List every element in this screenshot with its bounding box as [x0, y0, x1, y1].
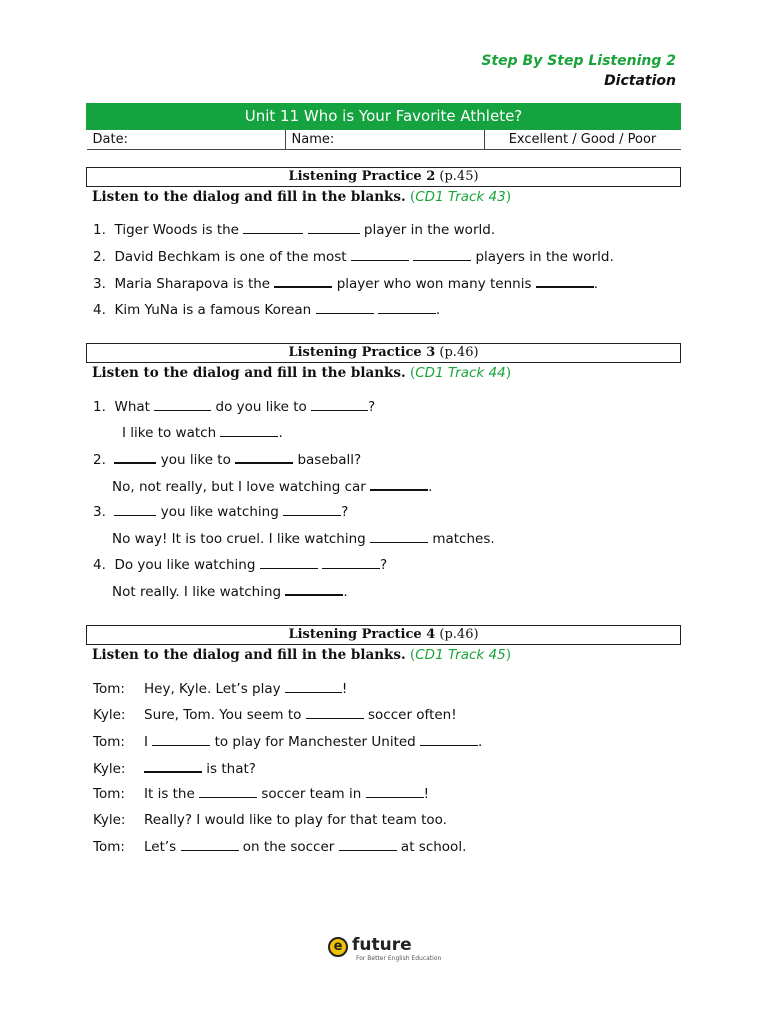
section-label: Listening Practice 3: [288, 345, 436, 360]
blank-field[interactable]: [114, 448, 156, 464]
blank-field[interactable]: [283, 501, 341, 516]
section-heading: [86, 167, 681, 187]
section-heading: [86, 625, 681, 645]
blank-field[interactable]: [114, 501, 156, 516]
dialog-line: Tom: It is the soccer team in !: [93, 783, 429, 803]
list-item: 4. Do you like watching ?: [93, 554, 387, 574]
list-item: No, not really, but I love watching car .: [112, 475, 432, 495]
dialog-line: Tom: Hey, Kyle. Let’s play !: [93, 678, 347, 698]
dialog-line: Kyle: Really? I would like to play for that team too.: [93, 812, 447, 828]
unit-title: Unit 11 Who is Your Favorite Athlete?: [87, 104, 681, 130]
speaker-label: Kyle:: [93, 707, 126, 723]
blank-field[interactable]: [311, 396, 368, 411]
dialog-line: Tom: I to play for Manchester United .: [93, 731, 482, 751]
section-page: (p.45): [439, 169, 479, 184]
section-instruction: Listen to the dialog and fill in the blanks. (CD1 Track 44): [92, 365, 511, 381]
blank-field[interactable]: [322, 554, 380, 569]
blank-field[interactable]: [370, 528, 428, 543]
blank-field[interactable]: [235, 448, 293, 464]
blank-field[interactable]: [306, 704, 364, 719]
section-practice-2: [86, 167, 681, 206]
blank-field[interactable]: [366, 783, 424, 798]
blank-field[interactable]: [154, 396, 211, 411]
blank-field[interactable]: [220, 422, 278, 437]
name-field[interactable]: Name:: [285, 130, 484, 150]
track-label: CD1 Track 45: [415, 647, 506, 663]
section-instruction: Listen to the dialog and fill in the blanks. (CD1 Track 43): [92, 189, 511, 205]
series-title: Step By Step Listening 2: [481, 53, 676, 69]
blank-field[interactable]: [378, 299, 436, 314]
blank-field[interactable]: [181, 836, 239, 851]
list-item: 1. Tiger Woods is the player in the world.: [93, 219, 495, 239]
section-page: (p.46): [439, 627, 479, 642]
grade-field: Excellent / Good / Poor: [484, 130, 681, 150]
instruction-text: Listen to the dialog and fill in the blanks.: [92, 365, 406, 381]
speaker-label: Tom:: [93, 839, 125, 855]
blank-field[interactable]: [308, 219, 360, 234]
instruction-text: Listen to the dialog and fill in the blanks.: [92, 647, 406, 663]
efuture-logo: [328, 935, 448, 965]
document-type: Dictation: [604, 73, 676, 89]
track-label: CD1 Track 43: [415, 189, 506, 205]
logo-word: future: [352, 935, 412, 955]
blank-field[interactable]: [260, 554, 318, 569]
date-field[interactable]: Date:: [87, 130, 286, 150]
speaker-label: Kyle:: [93, 812, 126, 828]
unit-header-table: [86, 103, 681, 150]
speaker-label: Tom:: [93, 786, 125, 802]
section-practice-4: [86, 625, 681, 664]
dialog-line: Tom: Let’s on the soccer at school.: [93, 836, 466, 856]
blank-field[interactable]: [144, 757, 202, 773]
blank-field[interactable]: [339, 836, 397, 851]
blank-field[interactable]: [285, 580, 343, 596]
dialog-line: Kyle: is that?: [93, 757, 256, 777]
speaker-label: Kyle:: [93, 761, 126, 777]
list-item: 2. you like to baseball?: [93, 448, 361, 468]
blank-field[interactable]: [316, 299, 374, 314]
list-item: I like to watch .: [122, 422, 283, 442]
list-item: Not really. I like watching .: [112, 580, 348, 600]
blank-field[interactable]: [351, 246, 409, 261]
list-item: 1. What do you like to ?: [93, 396, 375, 416]
blank-field[interactable]: [370, 475, 428, 491]
list-item: No way! It is too cruel. I like watching matches.: [112, 528, 495, 548]
blank-field[interactable]: [152, 731, 210, 746]
dialog-line: Kyle: Sure, Tom. You seem to soccer often!: [93, 704, 457, 724]
blank-field[interactable]: [199, 783, 257, 798]
list-item: 4. Kim YuNa is a famous Korean .: [93, 299, 440, 319]
speaker-label: Tom:: [93, 681, 125, 697]
section-label: Listening Practice 4: [288, 627, 436, 642]
speaker-label: Tom:: [93, 734, 125, 750]
list-item: 3. you like watching ?: [93, 501, 348, 521]
logo-e-icon: e: [328, 937, 348, 957]
blank-field[interactable]: [243, 219, 303, 234]
logo-tagline: For Better English Education: [356, 955, 442, 962]
blank-field[interactable]: [413, 246, 471, 261]
blank-field[interactable]: [285, 678, 342, 693]
track-label: CD1 Track 44: [415, 365, 506, 381]
list-item: 2. David Bechkam is one of the most players in the world.: [93, 246, 614, 266]
blank-field[interactable]: [536, 272, 594, 288]
list-item: 3. Maria Sharapova is the player who won many tennis .: [93, 272, 598, 292]
section-label: Listening Practice 2: [288, 169, 436, 184]
section-practice-3: [86, 343, 681, 382]
instruction-text: Listen to the dialog and fill in the blanks.: [92, 189, 406, 205]
section-page: (p.46): [439, 345, 479, 360]
section-instruction: Listen to the dialog and fill in the blanks. (CD1 Track 45): [92, 647, 511, 663]
section-heading: [86, 343, 681, 363]
blank-field[interactable]: [420, 731, 478, 746]
blank-field[interactable]: [274, 272, 332, 288]
